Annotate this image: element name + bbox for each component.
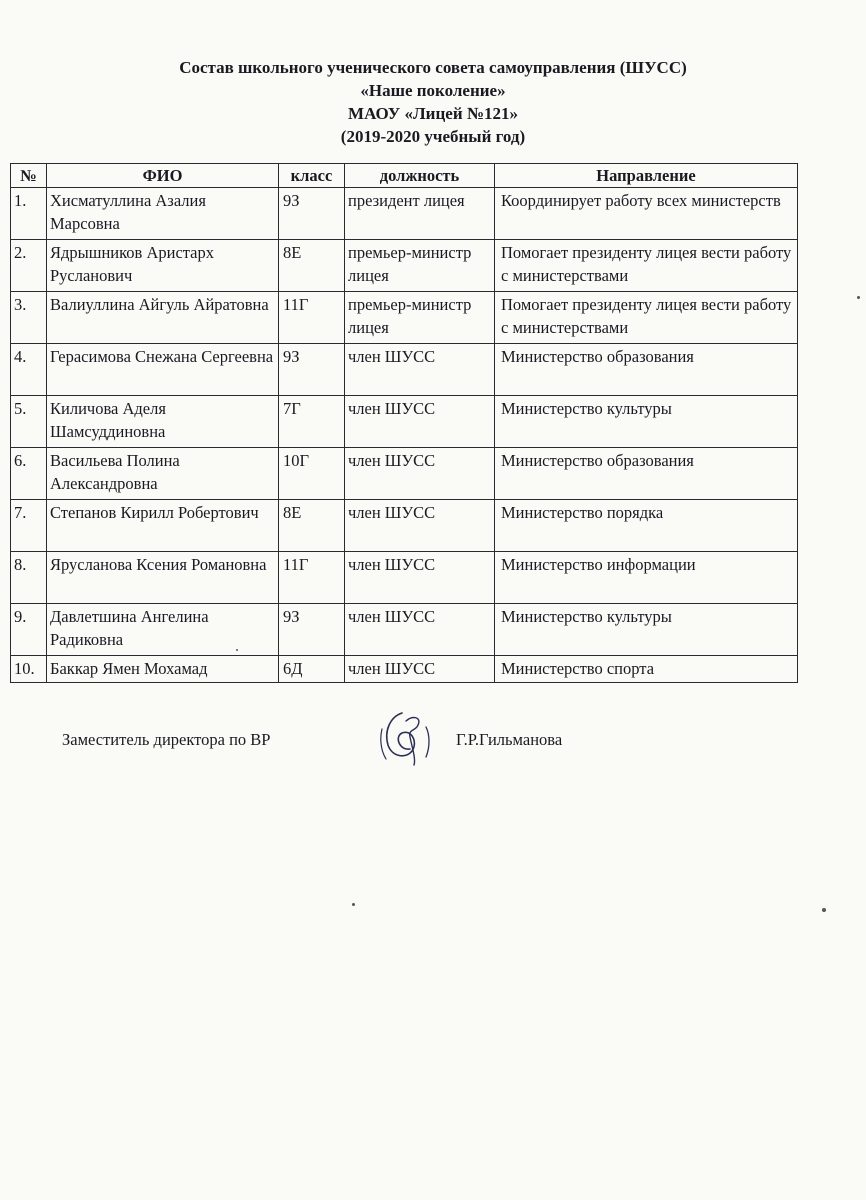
title-line-3: МАОУ «Лицей №121» bbox=[348, 104, 518, 123]
cell-class: 11Г bbox=[279, 292, 345, 344]
cell-direction: Министерство порядка bbox=[495, 500, 798, 552]
table-row bbox=[11, 240, 798, 292]
cell-name: Степанов Кирилл Робертович bbox=[47, 500, 279, 552]
cell-position: член ШУСС bbox=[345, 552, 495, 604]
cell-no: 4. bbox=[11, 344, 47, 396]
table-row bbox=[11, 552, 798, 604]
cell-position: член ШУСС bbox=[345, 448, 495, 500]
cell-name: Валиуллина Айгуль Айратовна bbox=[47, 292, 279, 344]
signatory-name: Г.Р.Гильманова bbox=[456, 730, 563, 749]
cell-class: 11Г bbox=[279, 552, 345, 604]
cell-class: 7Г bbox=[279, 396, 345, 448]
cell-direction: Министерство культуры bbox=[495, 396, 798, 448]
cell-no: 10. bbox=[11, 656, 47, 683]
cell-direction: Помогает президенту лицея вести работу с министерствами bbox=[495, 292, 798, 344]
cell-name: Васильева Полина Александровна bbox=[47, 448, 279, 500]
signatory-role: Заместитель директора по ВР bbox=[62, 730, 271, 749]
table-header-row bbox=[11, 164, 798, 188]
cell-direction: Министерство культуры bbox=[495, 604, 798, 656]
cell-position: премьер-министр лицея bbox=[345, 292, 495, 344]
cell-direction: Министерство образования bbox=[495, 344, 798, 396]
column-header-class: класс bbox=[279, 164, 345, 188]
cell-name: Давлетшина Ангелина Радиковна bbox=[47, 604, 279, 656]
cell-position: президент лицея bbox=[345, 188, 495, 240]
cell-class: 9З bbox=[279, 604, 345, 656]
cell-position: член ШУСС bbox=[345, 604, 495, 656]
cell-direction: Помогает президенту лицея вести работу с министерствами bbox=[495, 240, 798, 292]
title-line-1: Состав школьного ученического совета самоуправления (ШУСС) bbox=[179, 58, 687, 77]
title-line-2: «Наше поколение» bbox=[360, 81, 506, 100]
cell-name: Ядрышников Аристарх Русланович bbox=[47, 240, 279, 292]
cell-position: член ШУСС bbox=[345, 344, 495, 396]
cell-direction: Министерство спорта bbox=[495, 656, 798, 683]
cell-no: 3. bbox=[11, 292, 47, 344]
table-row bbox=[11, 448, 798, 500]
cell-direction: Координирует работу всех министерств bbox=[495, 188, 798, 240]
cell-no: 2. bbox=[11, 240, 47, 292]
cell-position: член ШУСС bbox=[345, 396, 495, 448]
scan-speck bbox=[352, 903, 355, 906]
cell-class: 10Г bbox=[279, 448, 345, 500]
cell-class: 8Е bbox=[279, 500, 345, 552]
cell-name: Герасимова Снежана Сергеевна bbox=[47, 344, 279, 396]
cell-class: 6Д bbox=[279, 656, 345, 683]
cell-name: Хисматуллина Азалия Марсовна bbox=[47, 188, 279, 240]
scan-speck bbox=[822, 908, 826, 912]
cell-name: Киличова Аделя Шамсуддиновна bbox=[47, 396, 279, 448]
cell-position: член ШУСС bbox=[345, 656, 495, 683]
table-row bbox=[11, 344, 798, 396]
column-header-name: ФИО bbox=[47, 164, 279, 188]
scan-speck bbox=[236, 649, 238, 651]
scan-speck bbox=[857, 296, 860, 299]
cell-no: 8. bbox=[11, 552, 47, 604]
council-roster-table bbox=[10, 163, 798, 683]
cell-name: Ярусланова Ксения Романовна bbox=[47, 552, 279, 604]
cell-direction: Министерство образования bbox=[495, 448, 798, 500]
cell-position: премьер-министр лицея bbox=[345, 240, 495, 292]
cell-no: 6. bbox=[11, 448, 47, 500]
table-row bbox=[11, 396, 798, 448]
table-row bbox=[11, 604, 798, 656]
cell-position: член ШУСС bbox=[345, 500, 495, 552]
table-row bbox=[11, 656, 798, 683]
cell-class: 9З bbox=[279, 188, 345, 240]
title-line-4: (2019-2020 учебный год) bbox=[340, 127, 526, 146]
table-row bbox=[11, 292, 798, 344]
table-row bbox=[11, 500, 798, 552]
cell-no: 1. bbox=[11, 188, 47, 240]
handwritten-signature bbox=[372, 707, 452, 767]
cell-class: 8Е bbox=[279, 240, 345, 292]
document-title bbox=[0, 56, 866, 148]
column-header-position: должность bbox=[345, 164, 495, 188]
table-row bbox=[11, 188, 798, 240]
cell-no: 7. bbox=[11, 500, 47, 552]
cell-class: 9З bbox=[279, 344, 345, 396]
cell-no: 5. bbox=[11, 396, 47, 448]
column-header-no: № bbox=[11, 164, 47, 188]
column-header-direction: Направление bbox=[495, 164, 798, 188]
cell-direction: Министерство информации bbox=[495, 552, 798, 604]
cell-no: 9. bbox=[11, 604, 47, 656]
cell-name: Баккар Ямен Мохамад bbox=[47, 656, 279, 683]
